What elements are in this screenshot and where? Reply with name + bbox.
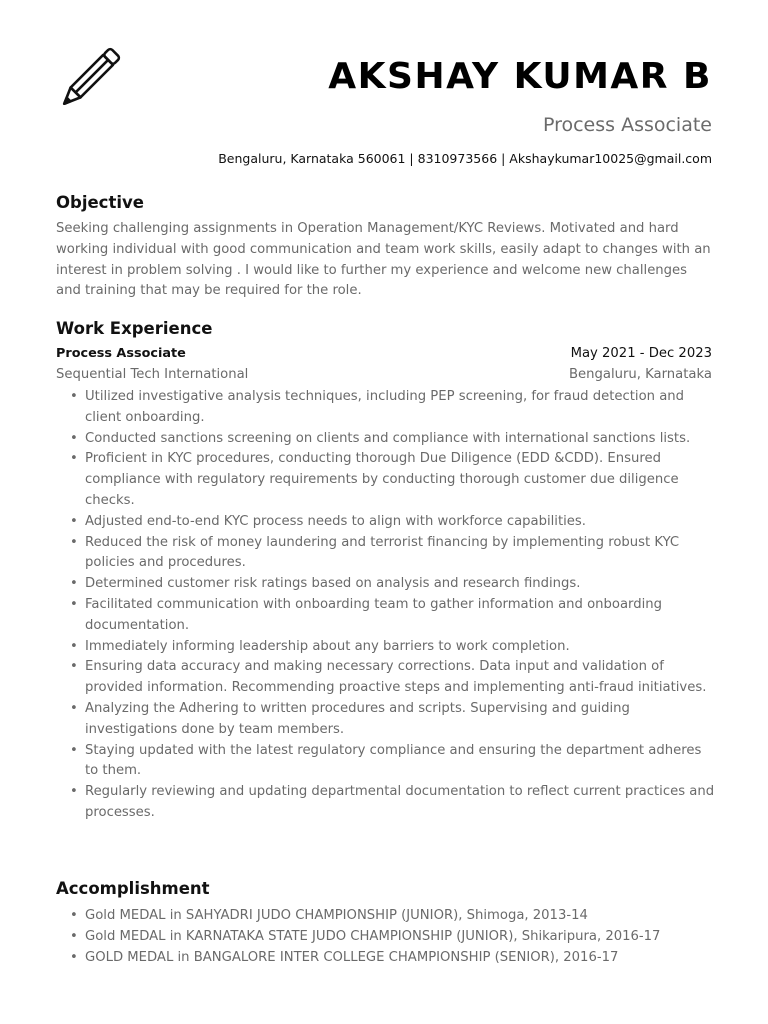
list-item: • Regularly reviewing and updating departmental documentation to reflect current practices and processes. [56,782,716,824]
job-header-row [56,346,712,361]
objective-heading: Objective [56,193,144,212]
list-item: • Immediately informing leadership about any barriers to work completion. [56,637,716,658]
pencil-icon [54,46,124,112]
job-company-row [56,367,712,382]
objective-text: Seeking challenging assignments in Operation Management/KYC Reviews. Motivated and hard working individual with good communication and team work skills, easily adapt to changes with an interest in problem solving . I would like to further my experience and welcome new challenges and training that may be required for the role. [56,221,711,299]
job-role: Process Associate [56,346,186,361]
experience-bullet-list [56,387,716,824]
list-item: • Gold MEDAL in KARNATAKA STATE JUDO CHAMPIONSHIP (JUNIOR), Shikaripura, 2016-17 [56,927,716,948]
list-item: • Gold MEDAL in SAHYADRI JUDO CHAMPIONSHIP (JUNIOR), Shimoga, 2013-14 [56,906,716,927]
list-item: • Proficient in KYC procedures, conducting thorough Due Diligence (EDD &CDD). Ensured compliance with regulatory requirements by conducting thorough customer due diligence checks. [56,449,716,511]
list-item: • Staying updated with the latest regulatory compliance and ensuring the department adheres to them. [56,741,716,783]
list-item: • Utilized investigative analysis techniques, including PEP screening, for fraud detection and client onboarding. [56,387,716,429]
list-item: • GOLD MEDAL in BANGALORE INTER COLLEGE CHAMPIONSHIP (SENIOR), 2016-17 [56,948,716,969]
candidate-title: Process Associate [542,114,712,136]
contact-info: Bengaluru, Karnataka 560061 | 8310973566 | Akshaykumar10025@gmail.com [218,151,712,166]
job-company: Sequential Tech International [56,367,249,382]
list-item: • Facilitated communication with onboarding team to gather information and onboarding documentation. [56,595,716,637]
job-location: Bengaluru, Karnataka [568,367,712,382]
list-item: • Conducted sanctions screening on clients and compliance with international sanctions lists. [56,429,716,450]
list-item: • Adjusted end-to-end KYC process needs to align with workforce capabilities. [56,512,716,533]
accomplishment-bullet-list [56,906,716,968]
list-item: • Determined customer risk ratings based on analysis and research findings. [56,574,716,595]
list-item: • Ensuring data accuracy and making necessary corrections. Data input and validation of provided information. Recommending proactive steps and implementing anti-fraud initiatives. [56,657,716,699]
list-item: • Reduced the risk of money laundering and terrorist financing by implementing robust KYC policies and procedures. [56,533,716,575]
accomplishment-heading: Accomplishment [56,879,210,898]
candidate-name: AKSHAY KUMAR B [328,56,712,97]
work-experience-heading: Work Experience [56,319,213,338]
job-dates: May 2021 - Dec 2023 [570,346,712,361]
list-item: • Analyzing the Adhering to written procedures and scripts. Supervising and guiding investigations done by team members. [56,699,716,741]
